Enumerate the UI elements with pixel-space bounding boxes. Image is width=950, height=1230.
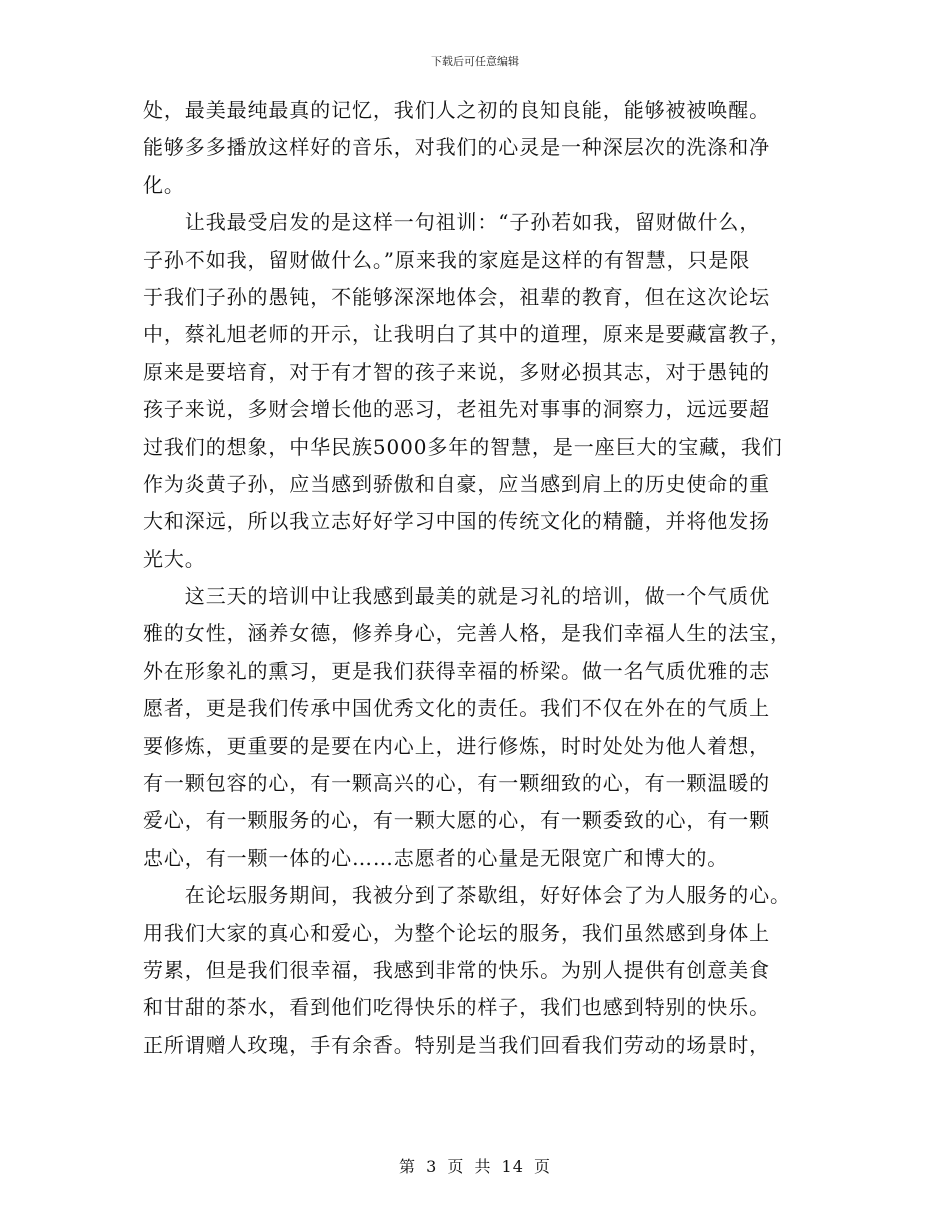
page-header: 下载后可任意编辑	[431, 55, 519, 68]
text-line: 原来是要培育，对于有才智的孩子来说，多财必损其志，对于愚钝的	[143, 359, 770, 384]
page-number: 第 3 页 共 14 页	[399, 1157, 551, 1176]
text-line: 正所谓赠人玫瑰，手有余香。特别是当我们回看我们劳动的场景时，	[143, 1032, 770, 1057]
text-line: 用我们大家的真心和爱心，为整个论坛的服务，我们虽然感到身体上	[143, 920, 770, 945]
text-line: 外在形象礼的熏习，更是我们获得幸福的桥梁。做一名气质优雅的志	[143, 658, 770, 683]
text-line: 中，蔡礼旭老师的开示，让我明白了其中的道理，原来是要藏富教子，	[143, 322, 791, 347]
text-line: 让我最受启发的是这样一句祖训：“子孙若如我，留财做什么，	[143, 210, 761, 235]
text-line: 过我们的想象，中华民族5000多年的智慧，是一座巨大的宝藏，我们	[143, 434, 783, 459]
text-line: 能够多多播放这样好的音乐，对我们的心灵是一种深层次的洗涤和净	[143, 135, 770, 160]
text-line: 作为炎黄子孙，应当感到骄傲和自豪，应当感到肩上的历史使命的重	[143, 471, 770, 496]
text-line: 大和深远，所以我立志好好学习中国的传统文化的精髓，并将他发扬	[143, 509, 770, 534]
text-line: 劳累，但是我们很幸福，我感到非常的快乐。为别人提供有创意美食	[143, 957, 770, 982]
text-line: 处，最美最纯最真的记忆，我们人之初的良知良能，能够被被唤醒。	[143, 98, 770, 122]
text-line: 化。	[143, 172, 185, 197]
text-line: 雅的女性，涵养女德，修养身心，完善人格，是我们幸福人生的法宝，	[143, 621, 791, 646]
text-line: 子孙不如我，留财做什么。”原来我的家庭是这样的有智慧，只是限	[143, 247, 751, 272]
text-line: 忠心，有一颗一体的心……志愿者的心量是无限宽广和博大的。	[143, 845, 729, 870]
text-line: 于我们子孙的愚钝，不能够深深地体会，祖辈的教育，但在这次论坛	[143, 284, 770, 309]
text-line: 要修炼，更重要的是要在内心上，进行修炼，时时处处为他人着想，	[143, 733, 770, 758]
text-line: 愿者，更是我们传承中国优秀文化的责任。我们不仅在外在的气质上	[143, 696, 770, 721]
document-body	[143, 92, 813, 1064]
text-line: 和甘甜的茶水，看到他们吃得快乐的样子，我们也感到特别的快乐。	[143, 995, 770, 1020]
text-line: 这三天的培训中让我感到最美的就是习礼的培训，做一个气质优	[143, 584, 770, 609]
text-line: 孩子来说，多财会增长他的恶习，老祖先对事事的洞察力，远远要超	[143, 397, 770, 422]
text-line: 有一颗包容的心，有一颗高兴的心，有一颗细致的心，有一颗温暖的	[143, 771, 770, 796]
text-line: 在论坛服务期间，我被分到了茶歇组，好好体会了为人服务的心。	[143, 883, 791, 908]
text-line: 光大。	[143, 546, 206, 571]
text-line: 爱心，有一颗服务的心，有一颗大愿的心，有一颗委致的心，有一颗	[143, 808, 770, 833]
